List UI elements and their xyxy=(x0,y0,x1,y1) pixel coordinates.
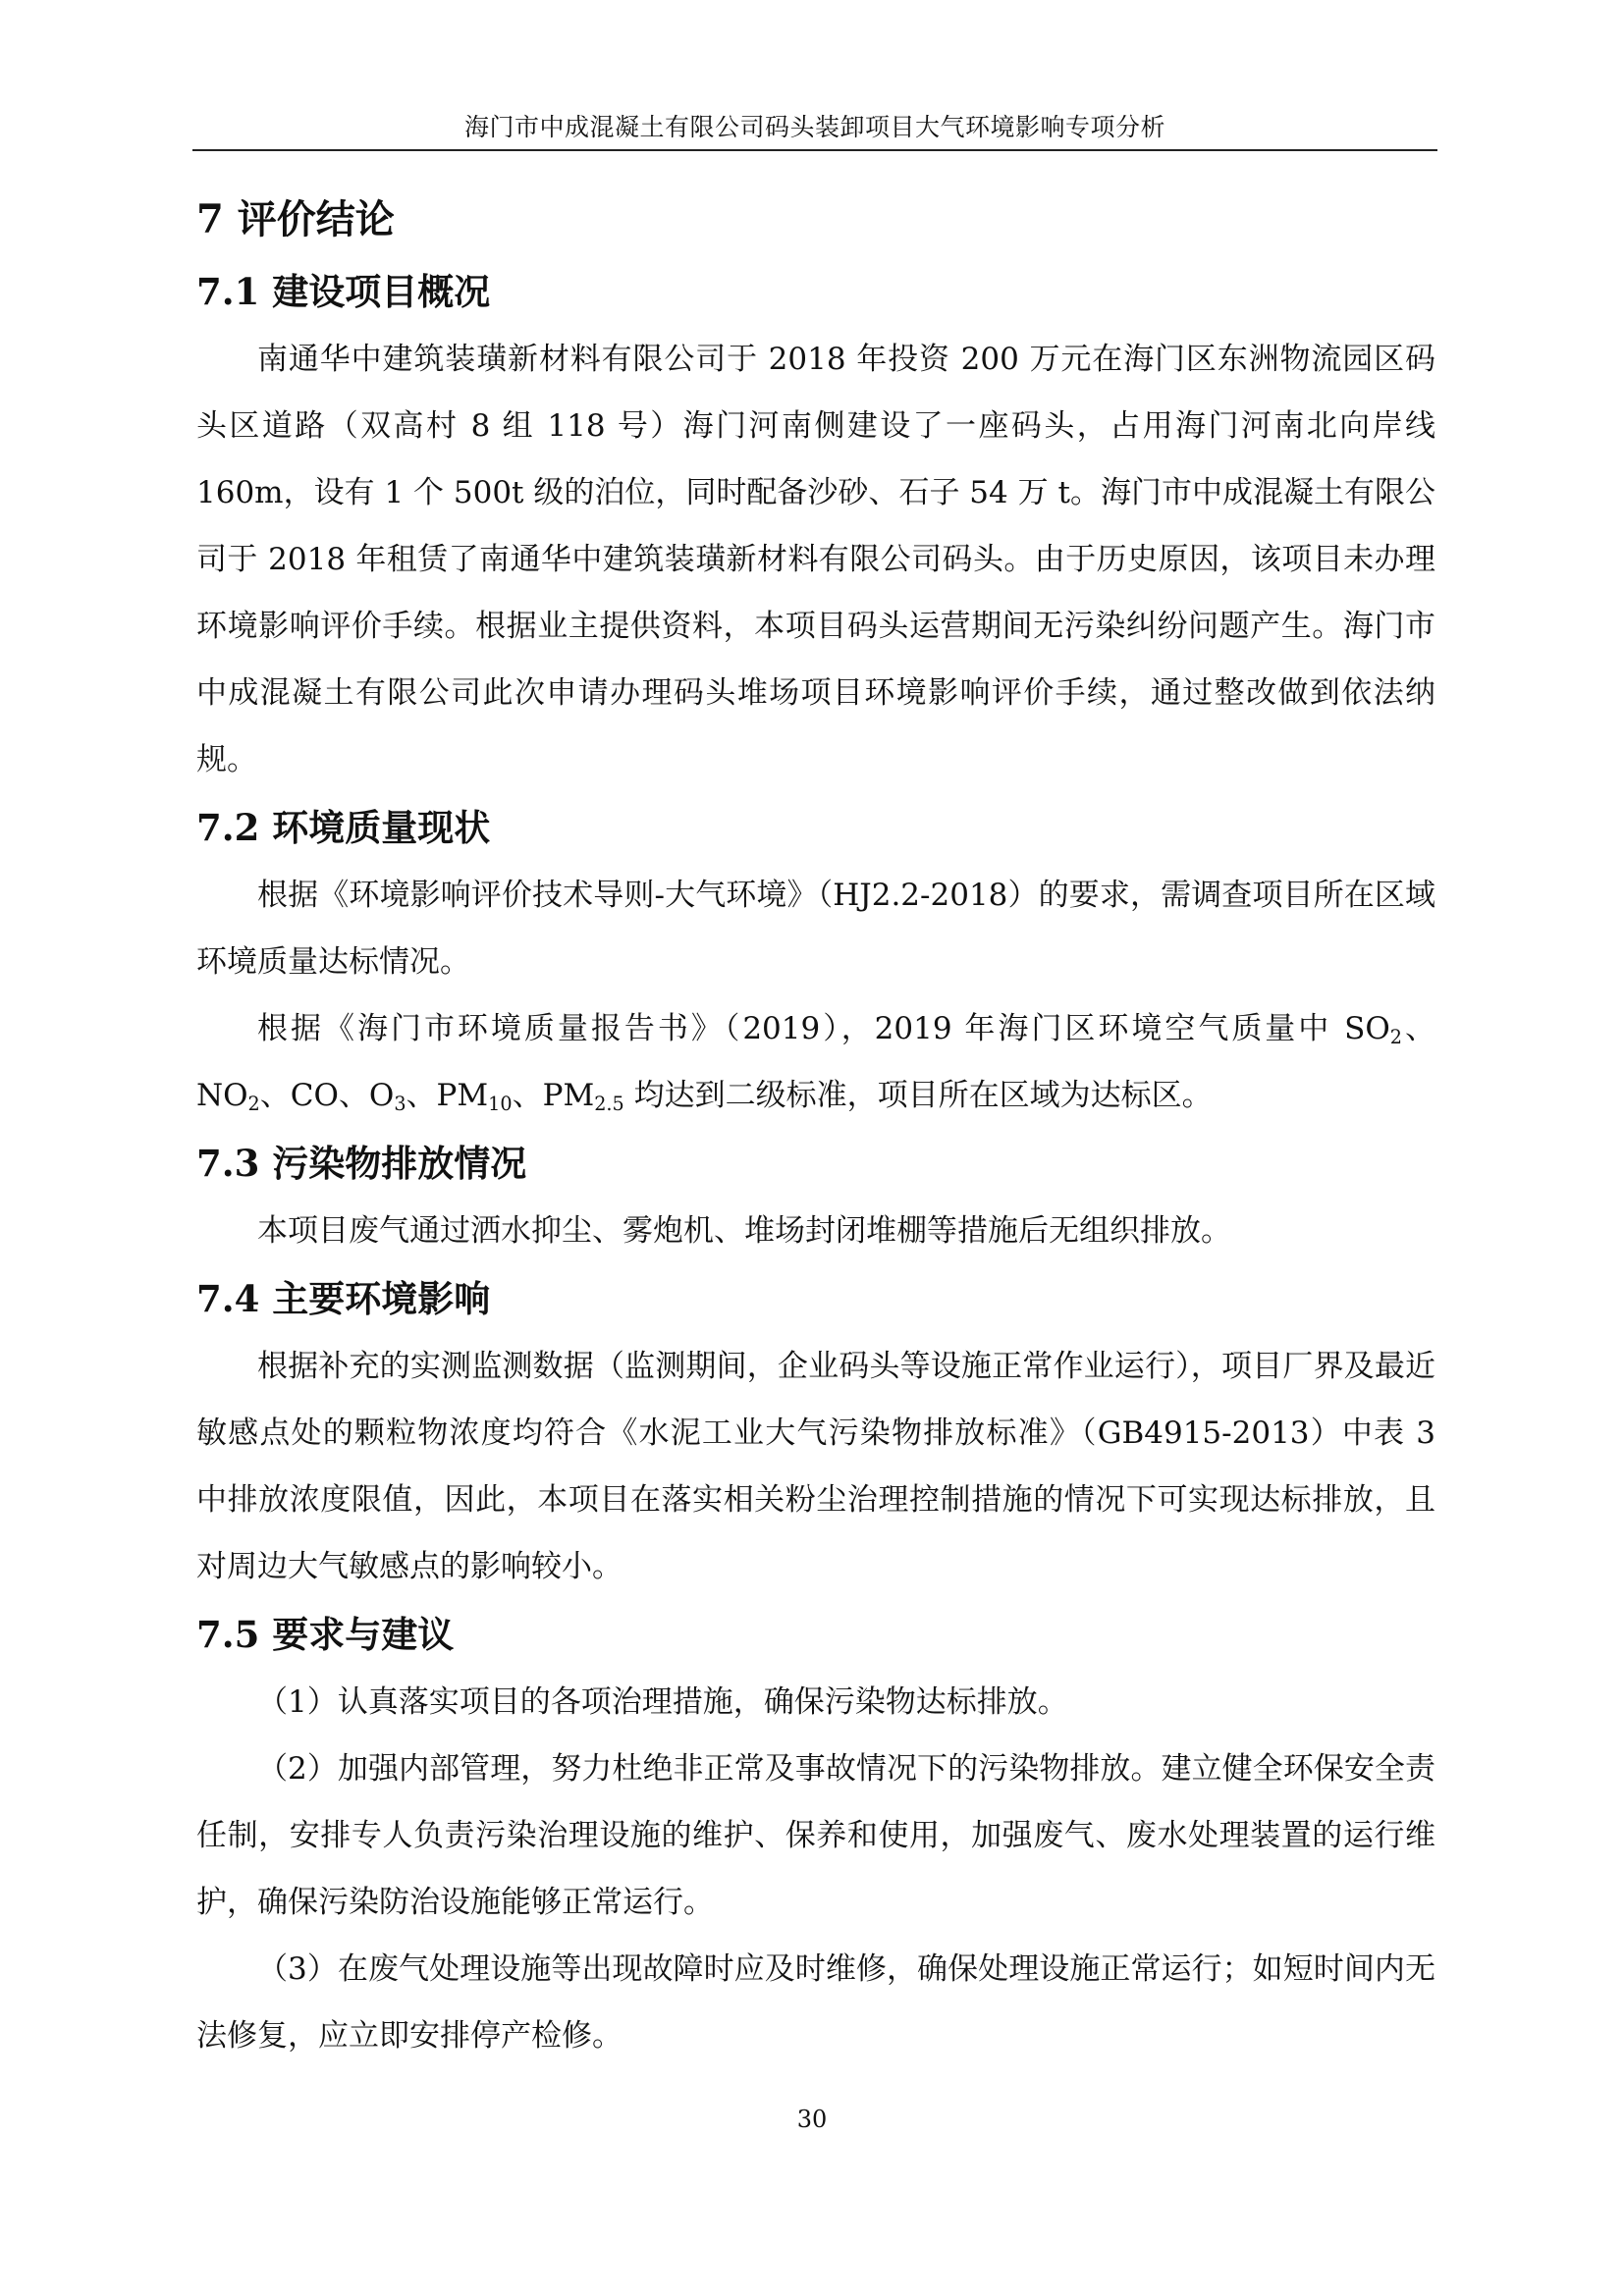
recommendation-item-3: （3）在废气处理设施等出现故障时应及时维修，确保处理设施正常运行；如短时间内无法修复，应立即安排停产检修。 xyxy=(196,1951,1435,2054)
page-number: 30 xyxy=(796,2106,828,2133)
chapter-title: 7 评价结论 xyxy=(196,196,395,242)
section-7-4-title: 7.4 主要环境影响 xyxy=(196,1277,491,1320)
recommendation-item-2: （2）加强内部管理，努力杜绝非正常及事故情况下的污染物排放。建立健全环保安全责任制，安排专人负责污染治理设施的维护、保养和使用，加强废气、废水处理装置的运行维护，确保污染防治设施能够正常运行。 xyxy=(196,1751,1435,1920)
running-header: 海门市中成混凝土有限公司码头装卸项目大气环境影响专项分析 xyxy=(463,113,1165,141)
section-7-3-paragraph: 本项目废气通过洒水抑尘、雾炮机、堆场封闭堆棚等措施后无组织排放。 xyxy=(257,1213,1231,1249)
section-7-4-paragraph: 根据补充的实测监测数据（监测期间，企业码头等设施正常作业运行），项目厂界及最近敏感点处的颗粒物浓度均符合《水泥工业大气污染物排放标准》（GB4915-2013）中表 3 中排放浓度限值，因此，本项目在落实相关粉尘治理控制措施的情况下可实现达标排放，且对周边大气敏感点的影响较小。 xyxy=(196,1349,1435,1584)
section-7-2-title: 7.2 环境质量现状 xyxy=(196,806,491,849)
section-7-1-title: 7.1 建设项目概况 xyxy=(196,270,491,313)
header-rule xyxy=(192,149,1437,151)
section-7-2-paragraph-2: 根据《海门市环境质量报告书》（2019），2019 年海门区环境空气质量中 $SO_2$、$NO_2$、CO、$O_3$、$PM_{10}$、$PM_{2.5}$ 均达到二级标准，项目所在区域为达标区。 xyxy=(196,1011,1435,1115)
page-content xyxy=(196,183,1435,2069)
recommendation-item-1: （1）认真落实项目的各项治理措施，确保污染物达标排放。 xyxy=(257,1684,1068,1720)
section-7-5-title: 7.5 要求与建议 xyxy=(196,1613,455,1656)
section-7-1-paragraph: 南通华中建筑装璜新材料有限公司于 2018 年投资 200 万元在海门区东洲物流园区码头区道路（双高村 8 组 118 号）海门河南侧建设了一座码头，占用海门河南北向岸线 160m，设有 1 个 500t 级的泊位，同时配备沙砂、石子 54 万 t。海门市中成混凝土有限公司于 2018 年租赁了南通华中建筑装璜新材料有限公司码头。由于历史原因，该项目未办理环境影响评价手续。根据业主提供资料，本项目码头运营期间无污染纠纷问题产生。海门市中成混凝土有限公司此次申请办理码头堆场项目环境影响评价手续，通过整改做到依法纳规。 xyxy=(196,342,1435,777)
section-7-2-paragraph-1: 根据《环境影响评价技术导则-大气环境》（HJ2.2-2018）的要求，需调查项目所在区域环境质量达标情况。 xyxy=(196,878,1435,980)
section-7-3-title: 7.3 污染物排放情况 xyxy=(196,1142,527,1185)
